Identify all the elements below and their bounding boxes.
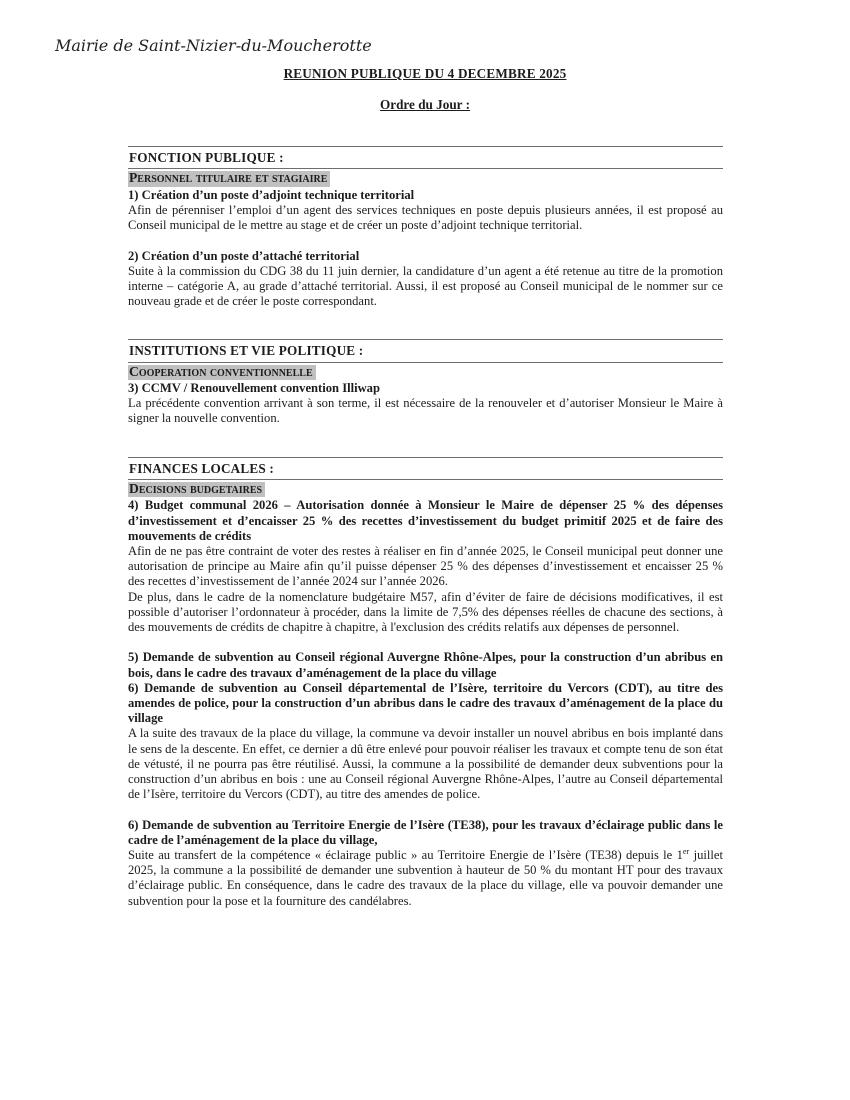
document-subtitle: Ordre du Jour :: [379, 97, 470, 112]
agenda-item-title: 5) Demande de subvention au Conseil régional Auvergne Rhône-Alpes, pour la construction d’un abribus en bois, dans le cadre des travaux d’aménagement de la place du village: [128, 650, 723, 680]
paragraph: A la suite des travaux de la place du village, la commune va devoir installer un nouvel abribus en bois implanté dans le sens de la descente. En effet, ce dernier a dû être enlevé pour pouvoir réaliser les travaux et compte tenu de son état de vétusté, il ne pourra pas être réutilisé. Aussi, la commune a la possibilité de demander deux subventions pour la construction d’un abribus en bois : une au Conseil régional Auvergne Rhône-Alpes, l’autre au Conseil départemental de l’Isère, territoire du Vercors (CDT), au titre des amendes de police.: [128, 726, 723, 802]
section-institutions-et-vie-politique: [128, 339, 723, 426]
section-subheading-highlight: Cooperation conventionnelle: [128, 365, 316, 381]
document-title-block: [0, 66, 850, 113]
section-subheading-row: [128, 171, 723, 187]
paragraph: La précédente convention arrivant à son terme, il est nécessaire de la renouveler et d’autoriser Monsieur le Maire à signer la nouvelle convention.: [128, 396, 723, 426]
paragraph: Suite à la commission du CDG 38 du 11 juin dernier, la candidature d’un agent a été retenue au titre de la promotion interne – catégorie A, au grade d’attaché territorial. Aussi, il est proposé au Conseil municipal de le nommer sur ce nouveau grade et de créer le poste correspondant.: [128, 263, 723, 309]
paragraph: [128, 848, 723, 909]
document-title: REUNION PUBLIQUE DU 4 DECEMBRE 2025: [283, 66, 567, 81]
section-subheading-row: [128, 482, 723, 498]
paragraph: Afin de ne pas être contraint de voter des restes à réaliser en fin d’année 2025, le Conseil municipal peut donner une autorisation de principe au Maire afin qu’il puisse dépenser 25 % des dépenses d’investissement et encaisser 25 % des recettes d’investissement de l’année 2024 sur l’année 2026.: [128, 543, 723, 589]
section-heading: INSTITUTIONS ET VIE POLITIQUE :: [128, 339, 723, 362]
paragraph-spacer: [128, 802, 723, 817]
text-run: juillet 2025, la commune a la possibilité de demander une subvention à hauteur de 50 % du montant HT pour des travaux d’éclairage public. En conséquence, dans le cadre des travaux de la place du village, elle va pouvoir demander une subvention pour la pose et la fourniture des candélabres.: [128, 847, 723, 908]
agenda-item-title: 1) Création d’un poste d’adjoint technique territorial: [128, 187, 415, 202]
agenda-item-title: 6) Demande de subvention au Conseil départemental de l’Isère, territoire du Vercors (CDT), au titre des amendes de police, pour la construction d’un abribus dans le cadre des travaux d’aménagement de la place du village: [128, 680, 723, 726]
agenda-item-title: 2) Création d’un poste d’attaché territorial: [128, 248, 360, 263]
superscript-text: er: [682, 846, 690, 856]
paragraph: Afin de pérenniser l’emploi d’un agent des services techniques en poste depuis plusieurs années, il est proposé au Conseil municipal de le mettre au stage et de créer un poste d’adjoint technique territorial.: [128, 202, 723, 233]
section-finances-locales: [128, 457, 723, 909]
document-org-header: Mairie de Saint-Nizier-du-Moucherotte: [55, 36, 372, 55]
text-run: Suite au transfert de la compétence « éclairage public » au Territoire Energie de l’Isère (TE38) depuis le 1: [128, 847, 683, 862]
agenda-item-title: 6) Demande de subvention au Territoire Energie de l’Isère (TE38), pour les travaux d’éclairage public dans le cadre de l’aménagement de la place du village,: [128, 817, 723, 847]
section-subheading-row: [128, 365, 723, 381]
section-subheading-highlight: Decisions budgetaires: [128, 482, 265, 498]
agenda-item-title: 4) Budget communal 2026 – Autorisation donnée à Monsieur le Maire de dépenser 25 % des dépenses d’investissement et d’encaisser 25 % des recettes d’investissement du budget primitif 2025 et de faire des mouvements de crédits: [128, 498, 723, 543]
paragraph: De plus, dans le cadre de la nomenclature budgétaire M57, afin d’éviter de faire de décisions modificatives, il est possible d’autoriser l’ordonnateur à procéder, dans la limite de 7,5% des dépenses réelles de chacune des sections, à des mouvements de crédits de chapitre à chapitre, à l'exclusion des crédits relatifs aux dépenses de personnel.: [128, 589, 723, 634]
section-subheading-highlight: Personnel titulaire et stagiaire: [128, 171, 330, 187]
section-fonction-publique: [128, 146, 723, 309]
paragraph-spacer: [128, 233, 723, 248]
agenda-item-title: 3) CCMV / Renouvellement convention Illiwap: [128, 381, 380, 396]
section-heading: FINANCES LOCALES :: [128, 457, 723, 480]
sections: [128, 146, 723, 909]
paragraph-spacer: [128, 635, 723, 650]
section-heading: FONCTION PUBLIQUE :: [128, 146, 723, 169]
